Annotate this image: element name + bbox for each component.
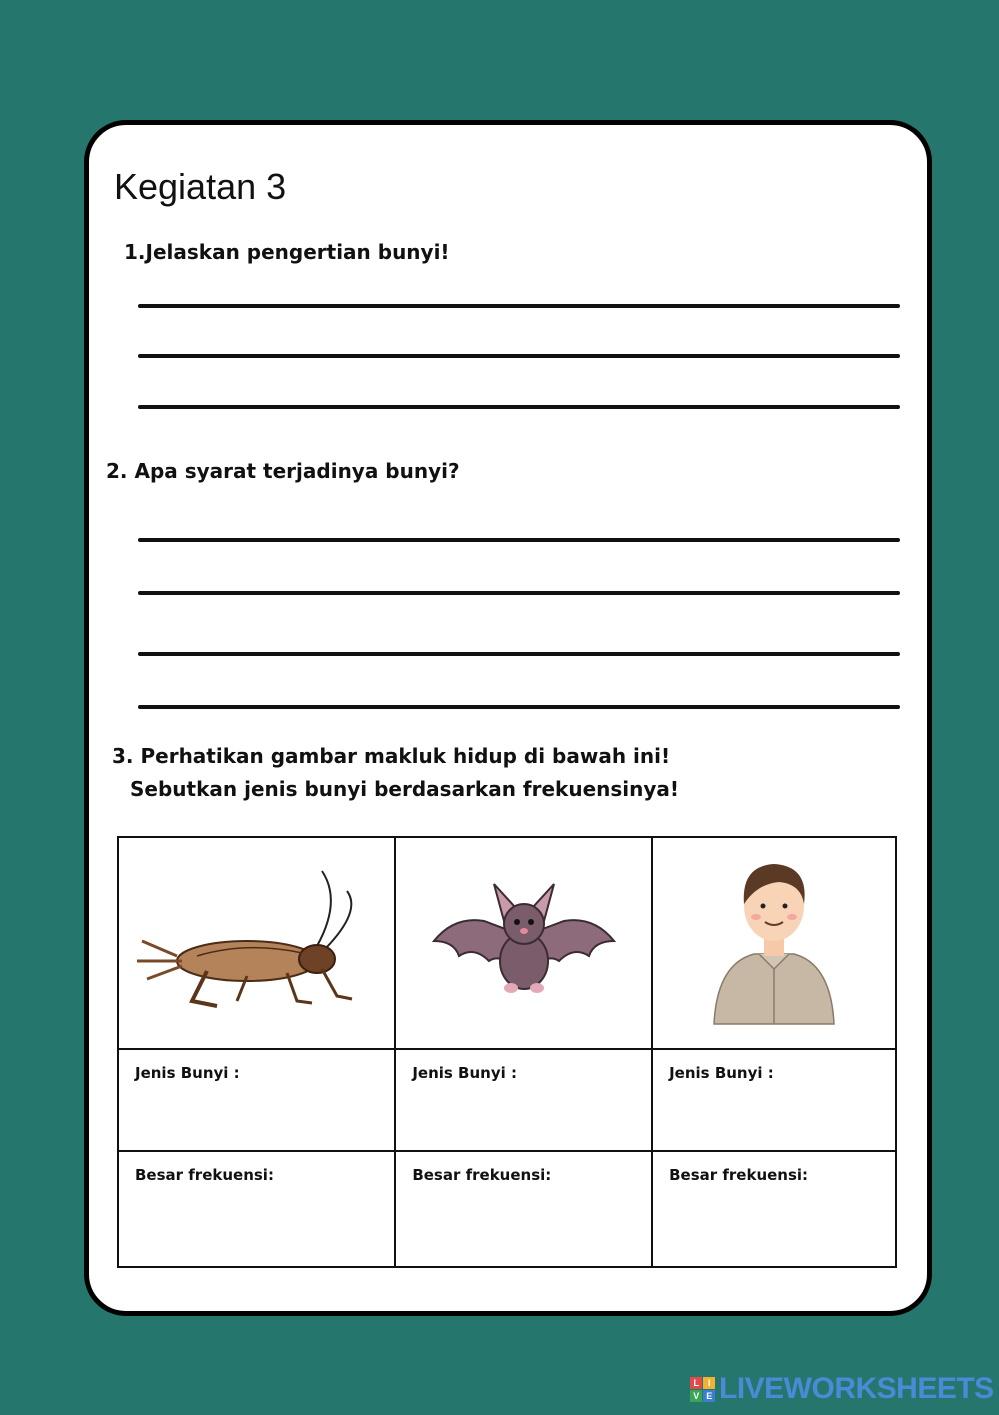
besar-frekuensi-label: Besar frekuensi: bbox=[135, 1166, 274, 1184]
bat-illustration bbox=[429, 876, 619, 1006]
question-3-line-1: 3. Perhatikan gambar makluk hidup di bawah ini! bbox=[112, 744, 671, 768]
jenis-bunyi-cell[interactable] bbox=[652, 1049, 896, 1151]
question-2: 2. Apa syarat terjadinya bunyi? bbox=[106, 459, 460, 483]
answer-line[interactable] bbox=[138, 652, 900, 656]
jenis-bunyi-label: Jenis Bunyi : bbox=[669, 1064, 774, 1082]
jenis-bunyi-label: Jenis Bunyi : bbox=[412, 1064, 517, 1082]
bat-image-cell bbox=[395, 837, 652, 1049]
besar-frekuensi-cell[interactable] bbox=[652, 1151, 896, 1267]
brand-name: LIVEWORKSHEETS bbox=[719, 1372, 994, 1405]
answer-line[interactable] bbox=[138, 405, 900, 409]
besar-frekuensi-cell[interactable] bbox=[395, 1151, 652, 1267]
cricket-image-cell bbox=[118, 837, 395, 1049]
question-3-line-2: Sebutkan jenis bunyi berdasarkan frekuensinya! bbox=[130, 777, 680, 801]
answer-line[interactable] bbox=[138, 591, 900, 595]
besar-frekuensi-label: Besar frekuensi: bbox=[669, 1166, 809, 1184]
man-image-cell bbox=[652, 837, 896, 1049]
answer-line[interactable] bbox=[138, 705, 900, 709]
answer-line[interactable] bbox=[138, 538, 900, 542]
besar-frekuensi-label: Besar frekuensi: bbox=[412, 1166, 552, 1184]
question-1: 1.Jelaskan pengertian bunyi! bbox=[124, 240, 450, 264]
answer-line[interactable] bbox=[138, 304, 900, 308]
page-title: Kegiatan 3 bbox=[114, 166, 287, 207]
man-illustration bbox=[709, 854, 839, 1029]
jenis-bunyi-cell[interactable] bbox=[118, 1049, 395, 1151]
jenis-bunyi-cell[interactable] bbox=[395, 1049, 652, 1151]
answer-table bbox=[117, 836, 897, 1268]
cricket-illustration bbox=[137, 861, 377, 1021]
liveworksheets-icon: L I V E bbox=[690, 1377, 715, 1402]
besar-frekuensi-cell[interactable] bbox=[118, 1151, 395, 1267]
liveworksheets-logo bbox=[690, 1372, 994, 1406]
answer-line[interactable] bbox=[138, 354, 900, 358]
jenis-bunyi-label: Jenis Bunyi : bbox=[135, 1064, 240, 1082]
